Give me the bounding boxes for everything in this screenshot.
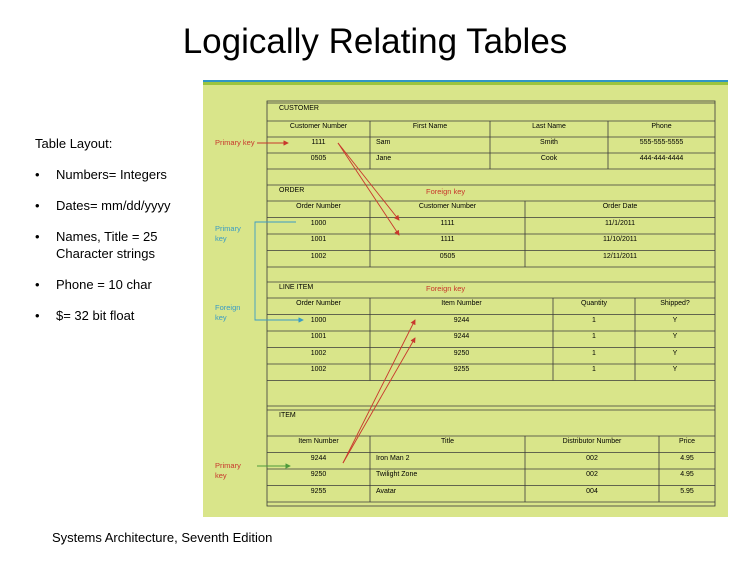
line-item-header-cell: Item Number (441, 300, 482, 307)
relational-tables-figure (203, 80, 728, 517)
bullet-icon: • (35, 277, 40, 292)
foreign-key-label-line-item: Foreign key (215, 303, 241, 322)
primary-key-label-item: Primary key (215, 461, 241, 480)
line-item-cell: Y (672, 366, 678, 373)
customer-cell: 555-555-5555 (639, 139, 684, 146)
line-item-cell: 1 (592, 316, 596, 324)
item-cell: Twilight Zone (376, 471, 418, 478)
foreign-key-label-line-item-inline: Foreign key (426, 284, 466, 293)
line-item-table-name: LINE ITEM (279, 284, 314, 291)
bullet-item-dates: • Dates= mm/dd/yyyy (35, 198, 171, 213)
top-band-blue (203, 80, 728, 82)
bullet-icon: • (35, 198, 40, 213)
item-header-cell: Price (679, 438, 695, 445)
line-item-cell: 1000 (310, 316, 327, 324)
foreign-key-label-order: Foreign key (426, 187, 466, 196)
line-item-cell: 9244 (453, 316, 470, 324)
item-table-name: ITEM (279, 412, 296, 419)
customer-cell: Sam (376, 139, 391, 146)
item-cell: Avatar (376, 487, 397, 495)
order-cell: 12/11/2011 (603, 252, 637, 260)
line-item-cell: 1 (592, 366, 596, 373)
customer-header-cell: Phone (651, 123, 672, 130)
customer-cell: 444-444-4444 (639, 155, 684, 162)
item-header-cell: Title (441, 438, 454, 445)
item-cell: 9250 (310, 471, 327, 478)
order-cell: 1111 (440, 236, 455, 243)
customer-cell: 0505 (310, 155, 327, 162)
item-cell: 5.95 (680, 487, 694, 495)
order-header-cell: Customer Number (418, 203, 477, 210)
order-cell: 1000 (310, 219, 327, 227)
line-item-cell: 1002 (310, 366, 327, 373)
item-cell: 004 (586, 487, 598, 495)
line-item-cell: 1 (592, 333, 596, 340)
line-item-header-cell: Shipped? (660, 300, 690, 307)
bullet-icon: • (35, 167, 40, 182)
line-item-header-cell: Order Number (296, 300, 341, 307)
bullet-list (35, 166, 205, 324)
item-cell: 4.95 (680, 454, 694, 462)
bullet-item-names: • Names, Title = 25 Character strings (35, 229, 158, 261)
slide-footer: Systems Architecture, Seventh Edition (52, 530, 273, 545)
line-item-cell: 9244 (453, 333, 470, 340)
order-cell: 1002 (310, 252, 327, 260)
order-header-cell: Order Number (296, 203, 341, 210)
customer-header-cell: Last Name (532, 123, 566, 130)
bullet-item-numbers: • Numbers= Integers (35, 167, 167, 182)
line-item-cell: 9250 (453, 349, 470, 357)
item-cell: 9244 (310, 454, 327, 462)
line-item-cell: 1002 (310, 349, 327, 357)
line-item-cell: Y (672, 333, 678, 340)
item-header-cell: Item Number (298, 438, 339, 445)
primary-key-label-order: Primary key (215, 224, 241, 243)
customer-header-cell: First Name (412, 123, 448, 130)
order-header-cell: Order Date (602, 203, 638, 210)
item-header-cell: Distributor Number (562, 438, 622, 445)
customer-cell: Smith (540, 139, 558, 146)
item-cell: Iron Man 2 (376, 454, 410, 462)
item-cell: 9255 (310, 487, 327, 495)
top-band-green (203, 82, 728, 85)
line-item-header-cell: Quantity (580, 300, 608, 307)
item-cell: 002 (586, 454, 598, 462)
primary-key-label-customer: Primary key (215, 138, 255, 147)
order-cell: 11/10/2011 (603, 236, 637, 243)
customer-cell: Cook (540, 155, 558, 162)
table-layout-panel (35, 135, 205, 338)
slide-title: Logically Relating Tables (182, 22, 568, 61)
line-item-cell: Y (672, 316, 678, 324)
item-cell: 002 (586, 471, 598, 478)
bullet-icon: • (35, 229, 40, 244)
bullet-item-money: • $= 32 bit float (35, 308, 135, 323)
order-cell: 1111 (440, 219, 455, 227)
item-cell: 4.95 (680, 471, 694, 478)
customer-header-cell: Customer Number (289, 123, 348, 130)
order-cell: 1001 (310, 236, 327, 243)
customer-table-name: CUSTOMER (279, 105, 319, 112)
line-item-cell: 1001 (310, 333, 327, 340)
order-cell: 0505 (439, 252, 456, 260)
customer-cell: 1111 (311, 139, 326, 146)
table-layout-heading: Table Layout: (35, 136, 113, 151)
order-table-name: ORDER (279, 187, 305, 194)
order-cell: 11/1/2011 (604, 219, 636, 227)
bullet-item-phone: • Phone = 10 char (35, 277, 152, 292)
bullet-icon: • (35, 308, 40, 323)
line-item-cell: 9255 (453, 366, 470, 373)
line-item-cell: 1 (592, 349, 596, 357)
customer-cell: Jane (376, 155, 392, 162)
line-item-cell: Y (672, 349, 678, 357)
